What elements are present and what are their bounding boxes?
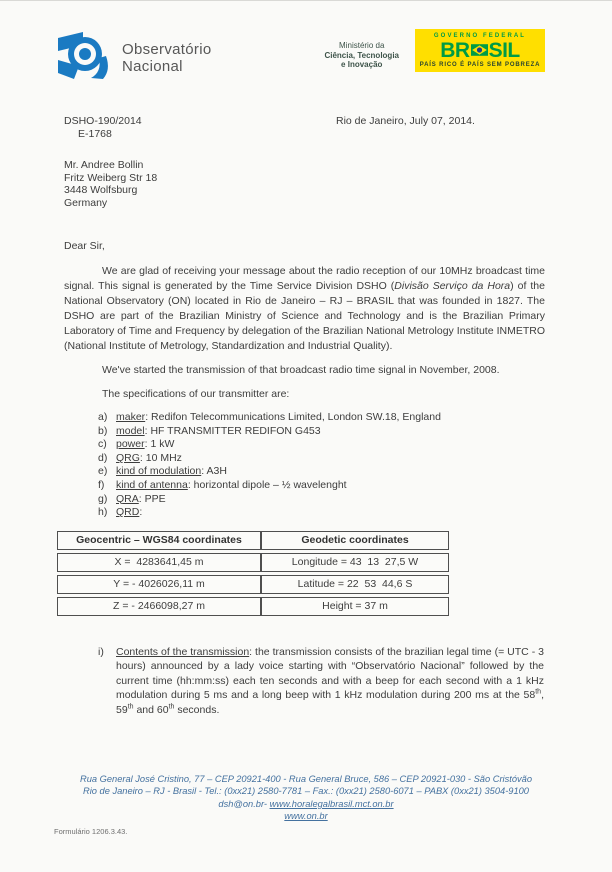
coordinates-table <box>57 528 449 619</box>
spec-text <box>116 438 174 452</box>
address-line: Germany <box>64 196 108 209</box>
footer-link-on[interactable]: www.on.br <box>284 811 328 822</box>
table-cell-x: X = 4283641,45 m <box>57 553 261 572</box>
spec-label: power <box>116 438 145 451</box>
item-marker: i) <box>98 645 104 658</box>
spec-label: maker <box>116 411 146 423</box>
spec-value: : 1 kW <box>144 438 175 451</box>
table-row <box>57 575 449 594</box>
spec-item-qrg <box>98 452 545 466</box>
spec-item-maker <box>98 411 545 425</box>
spec-label: QRA <box>116 492 139 505</box>
reference-code: E-1768 <box>78 128 112 140</box>
ordinal-suffix: th <box>535 688 542 696</box>
paragraph-transmission-start: We've started the transmission of that broadcast radio time signal in November, 2008. <box>102 364 500 376</box>
reference-block <box>64 115 545 141</box>
reference-number: DSHO-190/2014 <box>64 115 142 127</box>
item-body <box>116 645 544 718</box>
spec-label: QRD <box>116 506 140 519</box>
footer-address <box>0 773 612 823</box>
paragraph-specs-intro: The specifications of our transmitter are: <box>102 388 290 400</box>
table-cell-z: Z = - 2466098,27 m <box>57 597 261 616</box>
spec-item-power <box>98 438 545 452</box>
spec-text <box>116 452 182 466</box>
wordmark-line1: Observatório <box>122 41 212 58</box>
spec-list <box>98 411 545 520</box>
letterhead <box>58 29 545 81</box>
recipient-address <box>64 159 545 209</box>
ordinal-suffix: th <box>168 703 175 711</box>
spec-text <box>116 479 347 493</box>
spec-marker: e) <box>98 465 108 478</box>
address-line: Mr. Andree Bollin <box>64 159 144 171</box>
form-number: Formulário 1206.3.43. <box>54 827 128 836</box>
item-text: and 60 <box>133 703 169 716</box>
table-row <box>57 597 449 616</box>
spec-item-antenna <box>98 479 545 493</box>
item-text: , 59 <box>116 689 544 716</box>
item-text: : the transmission consists of the brazilian legal time (= UTC - 3 hours) announced by a lady voice starting with “Observatório Nacional” followed by the current time (hh:mm:ss) each ten seconds and with a beep for each second with a 1 kHz modulation during 5 ms and a long beep with 1 kHz modulation during 200 ms at the 58 <box>116 645 544 702</box>
paragraph-intro-italic: Divisão Serviço da Hora <box>394 280 511 292</box>
spec-label: model <box>116 424 145 437</box>
spec-text <box>116 425 321 439</box>
ministry-line3: e Inovação <box>341 60 383 69</box>
table-cell-height: Height = 37 m <box>261 597 449 616</box>
spec-label: QRG <box>116 451 140 464</box>
table-cell-longitude: Longitude = 43 13 27,5 W <box>261 553 449 572</box>
spec-value: : <box>139 506 143 519</box>
spec-item-qrd <box>98 506 545 520</box>
ministry-line1: Ministério da <box>339 41 385 50</box>
ordinal-suffix: th <box>127 703 134 711</box>
brasil-wordmark <box>440 40 520 61</box>
table-cell-latitude: Latitude = 22 53 44,6 S <box>261 575 449 594</box>
table-header-geocentric: Geocentric – WGS84 coordinates <box>57 531 261 550</box>
spec-label: kind of antenna <box>116 478 188 491</box>
spec-marker: b) <box>98 424 108 437</box>
observatorio-nacional-brand <box>58 29 211 81</box>
footer-email: dsh@on.br- <box>218 798 270 809</box>
governo-federal-logo <box>415 29 545 72</box>
paragraph-intro <box>64 264 545 354</box>
footer-line-2: Rio de Janeiro – RJ - Brasil - Tel.: (0xx21) 2580-7781 – Fax.: (0xx21) 2580-6071 – PABX (0xx21) 3504-9100 <box>83 786 529 797</box>
ministry-line2: Ciência, Tecnologia <box>324 50 399 60</box>
spec-marker: d) <box>98 451 108 464</box>
spec-value: : horizontal dipole – ½ wavelenght <box>187 478 347 491</box>
spec-marker: a) <box>98 411 108 423</box>
spec-item-modulation <box>98 465 545 479</box>
spec-marker: g) <box>98 492 108 505</box>
item-label: Contents of the transmission <box>116 645 250 658</box>
spec-value: : HF TRANSMITTER REDIFON G453 <box>144 424 321 437</box>
spec-text <box>116 493 166 507</box>
spec-item-qra <box>98 493 545 507</box>
scanned-letter-page <box>0 1 612 872</box>
footer-link-horalegal[interactable]: www.horalegalbrasil.mct.on.br <box>269 798 394 809</box>
item-text: seconds. <box>174 703 220 716</box>
spec-label: kind of modulation <box>116 465 202 478</box>
spec-value: : 10 MHz <box>139 451 182 464</box>
table-cell-y: Y = - 4026026,11 m <box>57 575 261 594</box>
salutation: Dear Sir, <box>64 240 105 252</box>
spec-marker: c) <box>98 438 107 451</box>
table-row <box>57 553 449 572</box>
paragraph-intro-text: We are glad of receiving your message about the radio reception of our 10MHz broadcast time signal. This signal is generated by the Time Service Division DSHO ( <box>64 265 545 292</box>
spec-item-model <box>98 425 545 439</box>
letter-date: Rio de Janeiro, July 07, 2014. <box>336 115 475 127</box>
spec-text <box>116 411 441 425</box>
address-line: 3448 Wolfsburg <box>64 184 138 196</box>
spec-value: : A3H <box>201 465 227 478</box>
footer-line-1: Rua General José Cristino, 77 – CEP 20921-400 - Rua General Bruce, 586 – CEP 20921-030 - São Cristóvão <box>79 774 532 784</box>
brazil-flag-icon <box>471 44 488 56</box>
spec-value: : PPE <box>138 492 166 505</box>
brasil-wordmark-right: SIL <box>488 39 520 62</box>
paragraph-intro-text2: ) of the National Observatory (ON) located in Rio de Janeiro – RJ – BRASIL that was founded in 1827. The DSHO are part of the Brazilian Ministry of Science and Technology and is the Brazilian Primary Laboratory of Time and Frequency by delegation of the Brazilian National Metrology Institute INMETRO (National Institute of Metrology, Standardization and Industrial Quality). <box>64 280 545 352</box>
spec-text <box>116 465 227 479</box>
transmission-contents-item <box>98 645 545 718</box>
ministry-block <box>324 41 399 70</box>
footer-line-3 <box>0 798 612 810</box>
brasil-wordmark-left: BR <box>440 39 470 62</box>
spec-value: : Redifon Telecommunications Limited, London SW.18, England <box>145 411 441 423</box>
table-header-geodetic: Geodetic coordinates <box>261 531 449 550</box>
spec-marker: f) <box>98 478 105 491</box>
footer-line-4 <box>0 810 612 822</box>
observatorio-nacional-logo-icon <box>58 29 114 81</box>
address-line: Fritz Weiberg Str 18 <box>64 171 158 184</box>
wordmark-line2: Nacional <box>122 58 183 75</box>
governo-federal-label: GOVERNO FEDERAL <box>433 33 527 39</box>
spec-marker: h) <box>98 506 108 519</box>
governo-tagline: PAÍS RICO É PAÍS SEM POBREZA <box>419 62 541 68</box>
observatorio-wordmark <box>122 41 211 75</box>
spec-text <box>116 506 142 520</box>
